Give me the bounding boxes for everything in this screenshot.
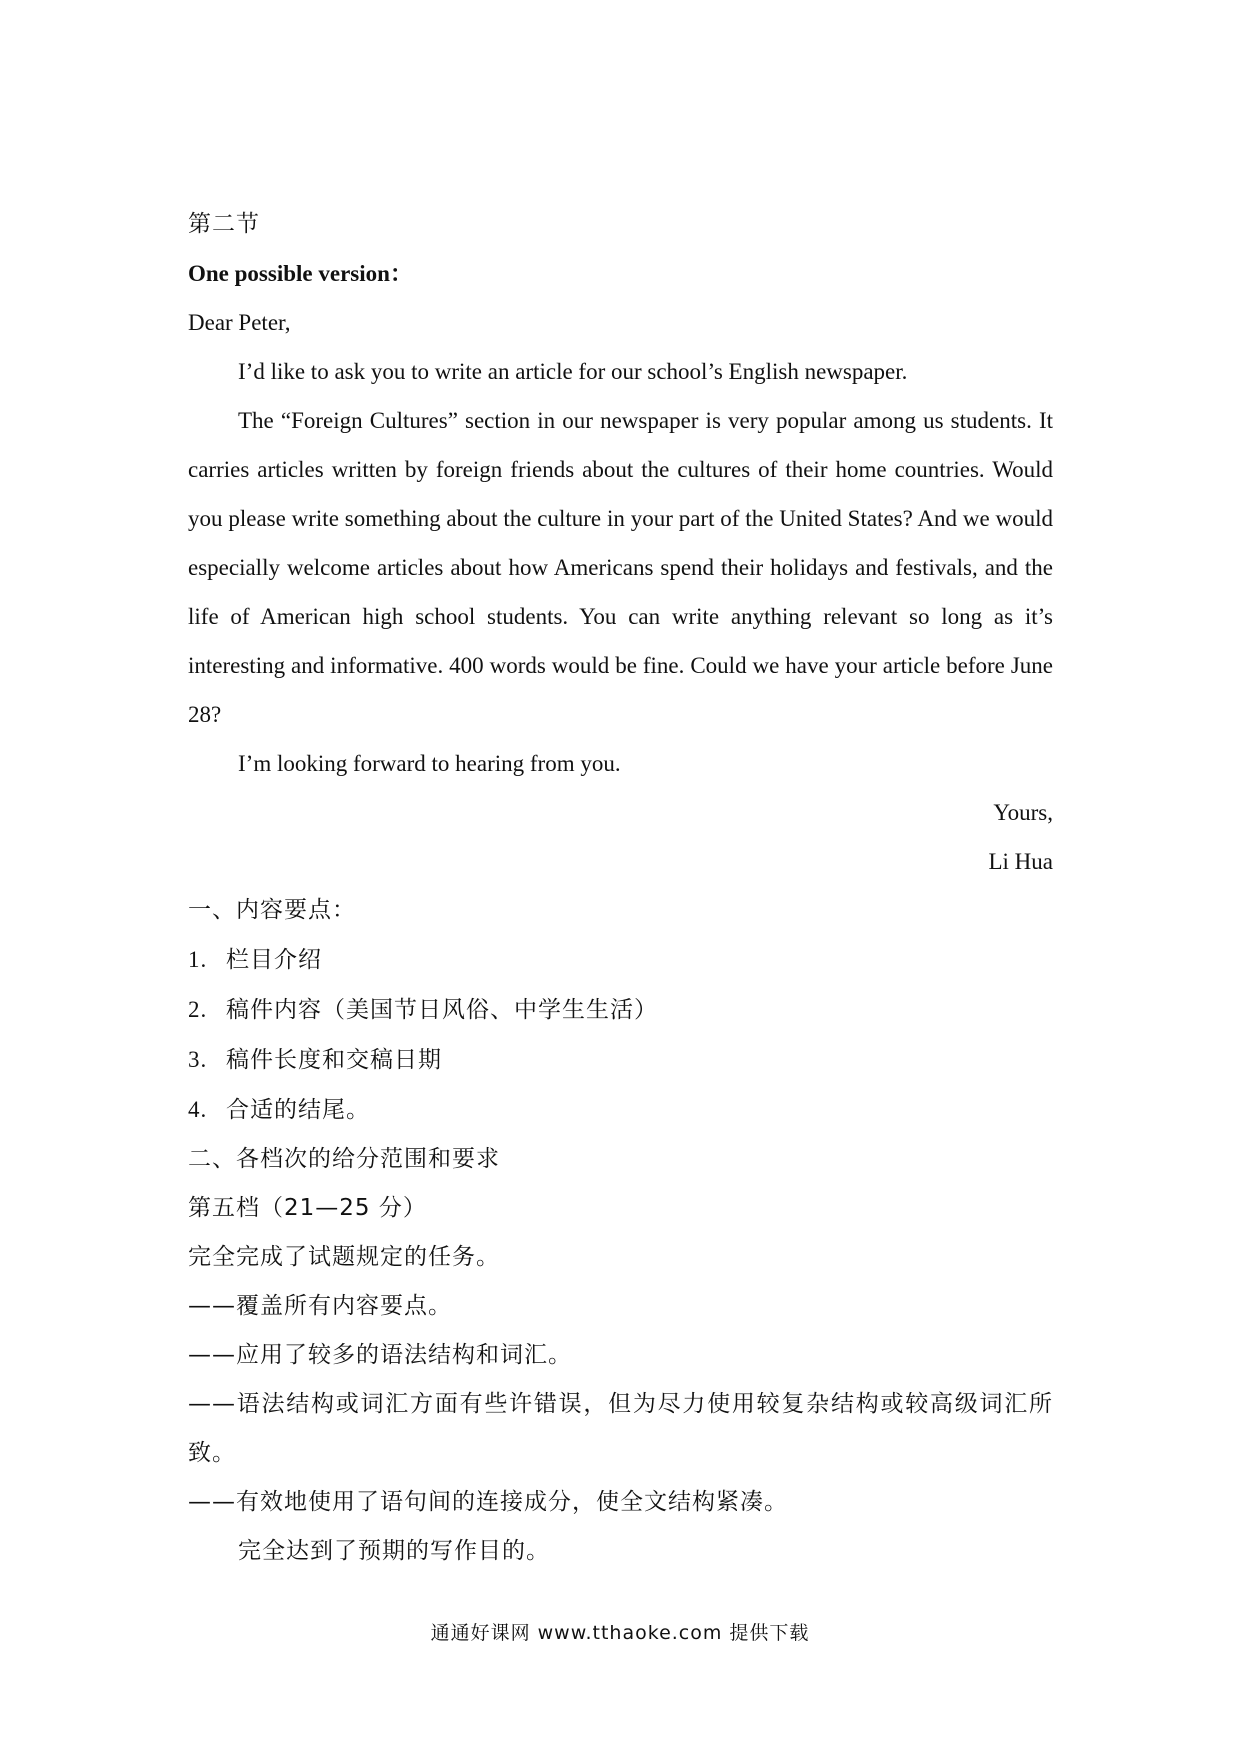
grading-criterion: ——语法结构或词汇方面有些许错误，但为尽力使用较复杂结构或较高级词汇所致。 [188,1391,1053,1466]
content-point-item [188,1085,1053,1135]
letter-greeting: Dear Peter, [188,310,291,335]
content-point-item [188,1035,1053,1085]
list-number: 2. [188,997,208,1022]
content-point-item [188,985,1053,1035]
letter-signature: Li Hua [988,849,1053,874]
page-footer: 通通好课网 www.tthaoke.com 提供下载 [430,1622,810,1644]
level-title: 第五档（21—25 分） [188,1195,427,1221]
letter-paragraph: I’m looking forward to hearing from you. [238,751,621,776]
list-text: 栏目介绍 [226,947,322,973]
grading-criterion: ——覆盖所有内容要点。 [188,1293,452,1319]
list-text: 稿件内容（美国节日风俗、中学生生活） [226,997,658,1023]
grading-heading: 二、各档次的给分范围和要求 [188,1146,500,1172]
grading-criterion: ——有效地使用了语句间的连接成分，使全文结构紧凑。 [188,1489,788,1515]
list-text: 稿件长度和交稿日期 [226,1047,442,1073]
version-title: One possible version： [188,261,413,286]
list-number: 1. [188,947,208,972]
list-number: 3. [188,1047,208,1072]
grading-criterion: ——应用了较多的语法结构和词汇。 [188,1342,572,1368]
list-text: 合适的结尾。 [226,1097,370,1123]
level-summary: 完全完成了试题规定的任务。 [188,1244,500,1270]
section-heading: 第二节 [188,211,260,237]
list-number: 4. [188,1097,208,1122]
content-point-item [188,935,1053,985]
letter-closing: Yours, [993,800,1053,825]
page-content [188,200,1053,1576]
letter-paragraph: I’d like to ask you to write an article for our school’s English newspaper. [238,359,908,384]
grading-conclusion: 完全达到了预期的写作目的。 [238,1538,550,1564]
letter-paragraph: The “Foreign Cultures” section in our newspaper is very popular among us students. It carries articles written by foreign friends about the cultures of their home countries. Would you please write something about the culture in your part of the United States? And we would especially welcome articles about how Americans spend their holidays and festivals, and the life of American high school students. You can write anything relevant so long as it’s interesting and informative. 400 words would be fine. Could we have your article before June 28? [188,408,1053,727]
content-points-heading: 一、内容要点： [188,897,356,923]
